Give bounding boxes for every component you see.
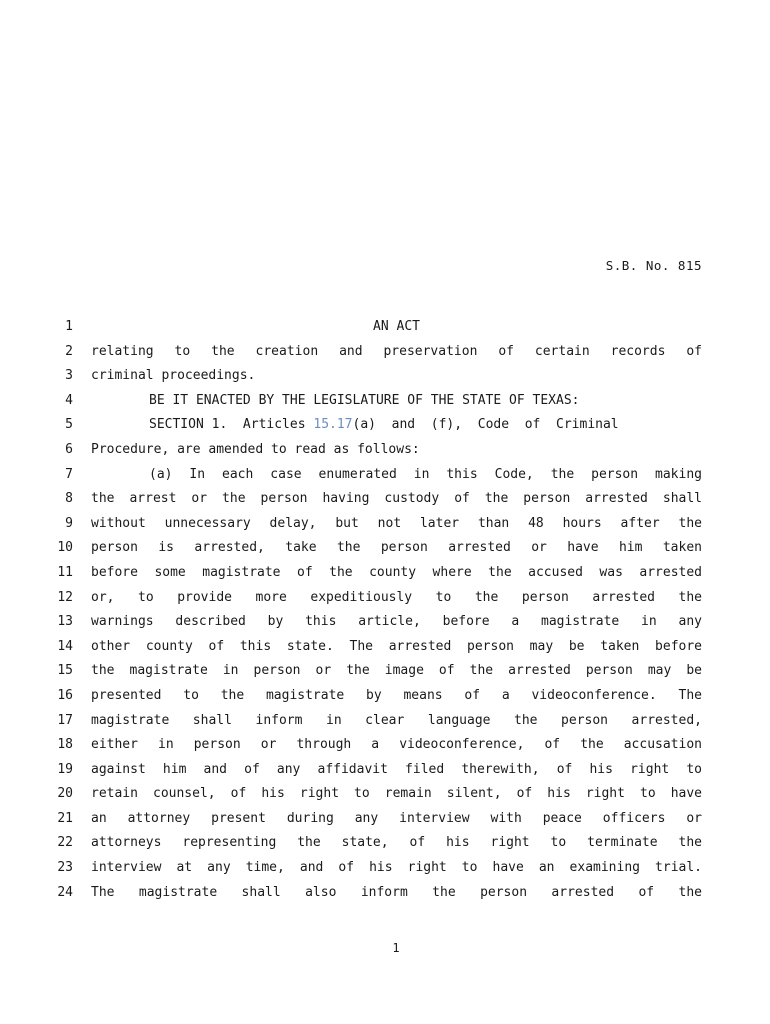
text-line xyxy=(0,637,770,662)
text-line xyxy=(0,440,770,465)
line-number: 24 xyxy=(57,884,73,900)
line-text: against him and of any affidavit filed therewith, of his right to xyxy=(91,761,702,777)
line-text: interview at any time, and of his right to have an examining trial. xyxy=(91,860,702,876)
line-text: criminal proceedings. xyxy=(91,368,256,384)
line-number: 10 xyxy=(57,540,73,556)
text-line xyxy=(0,809,770,834)
line-number: 8 xyxy=(65,491,73,507)
line-number: 15 xyxy=(57,663,73,679)
line-text-after: (a) and (f), Code of Criminal xyxy=(352,417,619,433)
line-text: the magistrate in person or the image of the arrested person may be xyxy=(91,663,702,679)
text-line xyxy=(0,711,770,736)
line-text: the arrest or the person having custody of the person arrested shall xyxy=(91,491,702,507)
text-line xyxy=(0,686,770,711)
line-number: 2 xyxy=(65,343,73,359)
text-line xyxy=(0,415,770,440)
text-line xyxy=(0,489,770,514)
line-number: 20 xyxy=(57,786,73,802)
line-number: 6 xyxy=(65,441,73,457)
line-number: 3 xyxy=(65,368,73,384)
line-number: 4 xyxy=(65,392,73,408)
bill-number: S.B. No. 815 xyxy=(605,258,702,273)
line-text: or, to provide more expeditiously to the person arrested the xyxy=(91,589,702,605)
text-line xyxy=(0,760,770,785)
text-line xyxy=(0,833,770,858)
line-text: relating to the creation and preservation of certain records of xyxy=(91,343,702,359)
line-text: attorneys representing the state, of his right to terminate the xyxy=(91,835,702,851)
text-line xyxy=(0,588,770,613)
line-number: 23 xyxy=(57,860,73,876)
line-text: BE IT ENACTED BY THE LEGISLATURE OF THE STATE OF TEXAS: xyxy=(149,392,580,408)
page-number: 1 xyxy=(392,941,400,955)
text-line xyxy=(0,514,770,539)
text-line xyxy=(0,366,770,391)
article-link[interactable]: 15.17 xyxy=(313,417,353,433)
line-number: 17 xyxy=(57,712,73,728)
line-text: before some magistrate of the county where the accused was arrested xyxy=(91,564,702,580)
line-text: warnings described by this article, before a magistrate in any xyxy=(91,614,702,630)
text-line xyxy=(0,858,770,883)
line-number: 12 xyxy=(57,589,73,605)
line-text: magistrate shall inform in clear language the person arrested, xyxy=(91,712,702,728)
text-line xyxy=(0,317,770,342)
line-text: (a) In each case enumerated in this Code, the person making xyxy=(149,466,702,482)
text-line xyxy=(0,784,770,809)
text-line xyxy=(0,661,770,686)
line-number: 13 xyxy=(57,614,73,630)
text-line xyxy=(0,563,770,588)
line-number: 18 xyxy=(57,737,73,753)
line-text: presented to the magistrate by means of a videoconference. The xyxy=(91,687,702,703)
line-number: 5 xyxy=(65,417,73,433)
text-line xyxy=(0,538,770,563)
text-line xyxy=(0,612,770,637)
text-line xyxy=(0,735,770,760)
text-line xyxy=(0,391,770,416)
line-text: Procedure, are amended to read as follows: xyxy=(91,441,420,457)
line-number: 22 xyxy=(57,835,73,851)
line-number: 21 xyxy=(57,810,73,826)
line-number: 1 xyxy=(65,319,73,334)
line-text: AN ACT xyxy=(373,319,420,334)
line-number: 19 xyxy=(57,761,73,777)
line-text: other county of this state. The arrested person may be taken before xyxy=(91,638,702,654)
line-text: either in person or through a videoconference, of the accusation xyxy=(91,737,702,753)
text-line xyxy=(0,883,770,908)
line-text: The magistrate shall also inform the person arrested of the xyxy=(91,884,702,900)
line-number: 7 xyxy=(65,466,73,482)
line-text: without unnecessary delay, but not later than 48 hours after the xyxy=(91,515,702,531)
line-text: person is arrested, take the person arrested or have him taken xyxy=(91,540,702,556)
bill-text xyxy=(0,317,770,907)
line-text xyxy=(91,415,702,435)
line-number: 14 xyxy=(57,638,73,654)
line-number: 9 xyxy=(65,515,73,531)
line-number: 11 xyxy=(57,564,73,580)
line-text: retain counsel, of his right to remain silent, of his right to have xyxy=(91,786,702,802)
text-line xyxy=(0,342,770,367)
text-line xyxy=(0,465,770,490)
line-text-before: SECTION 1. Articles xyxy=(149,417,314,433)
line-number: 16 xyxy=(57,687,73,703)
line-text: an attorney present during any interview with peace officers or xyxy=(91,810,702,826)
